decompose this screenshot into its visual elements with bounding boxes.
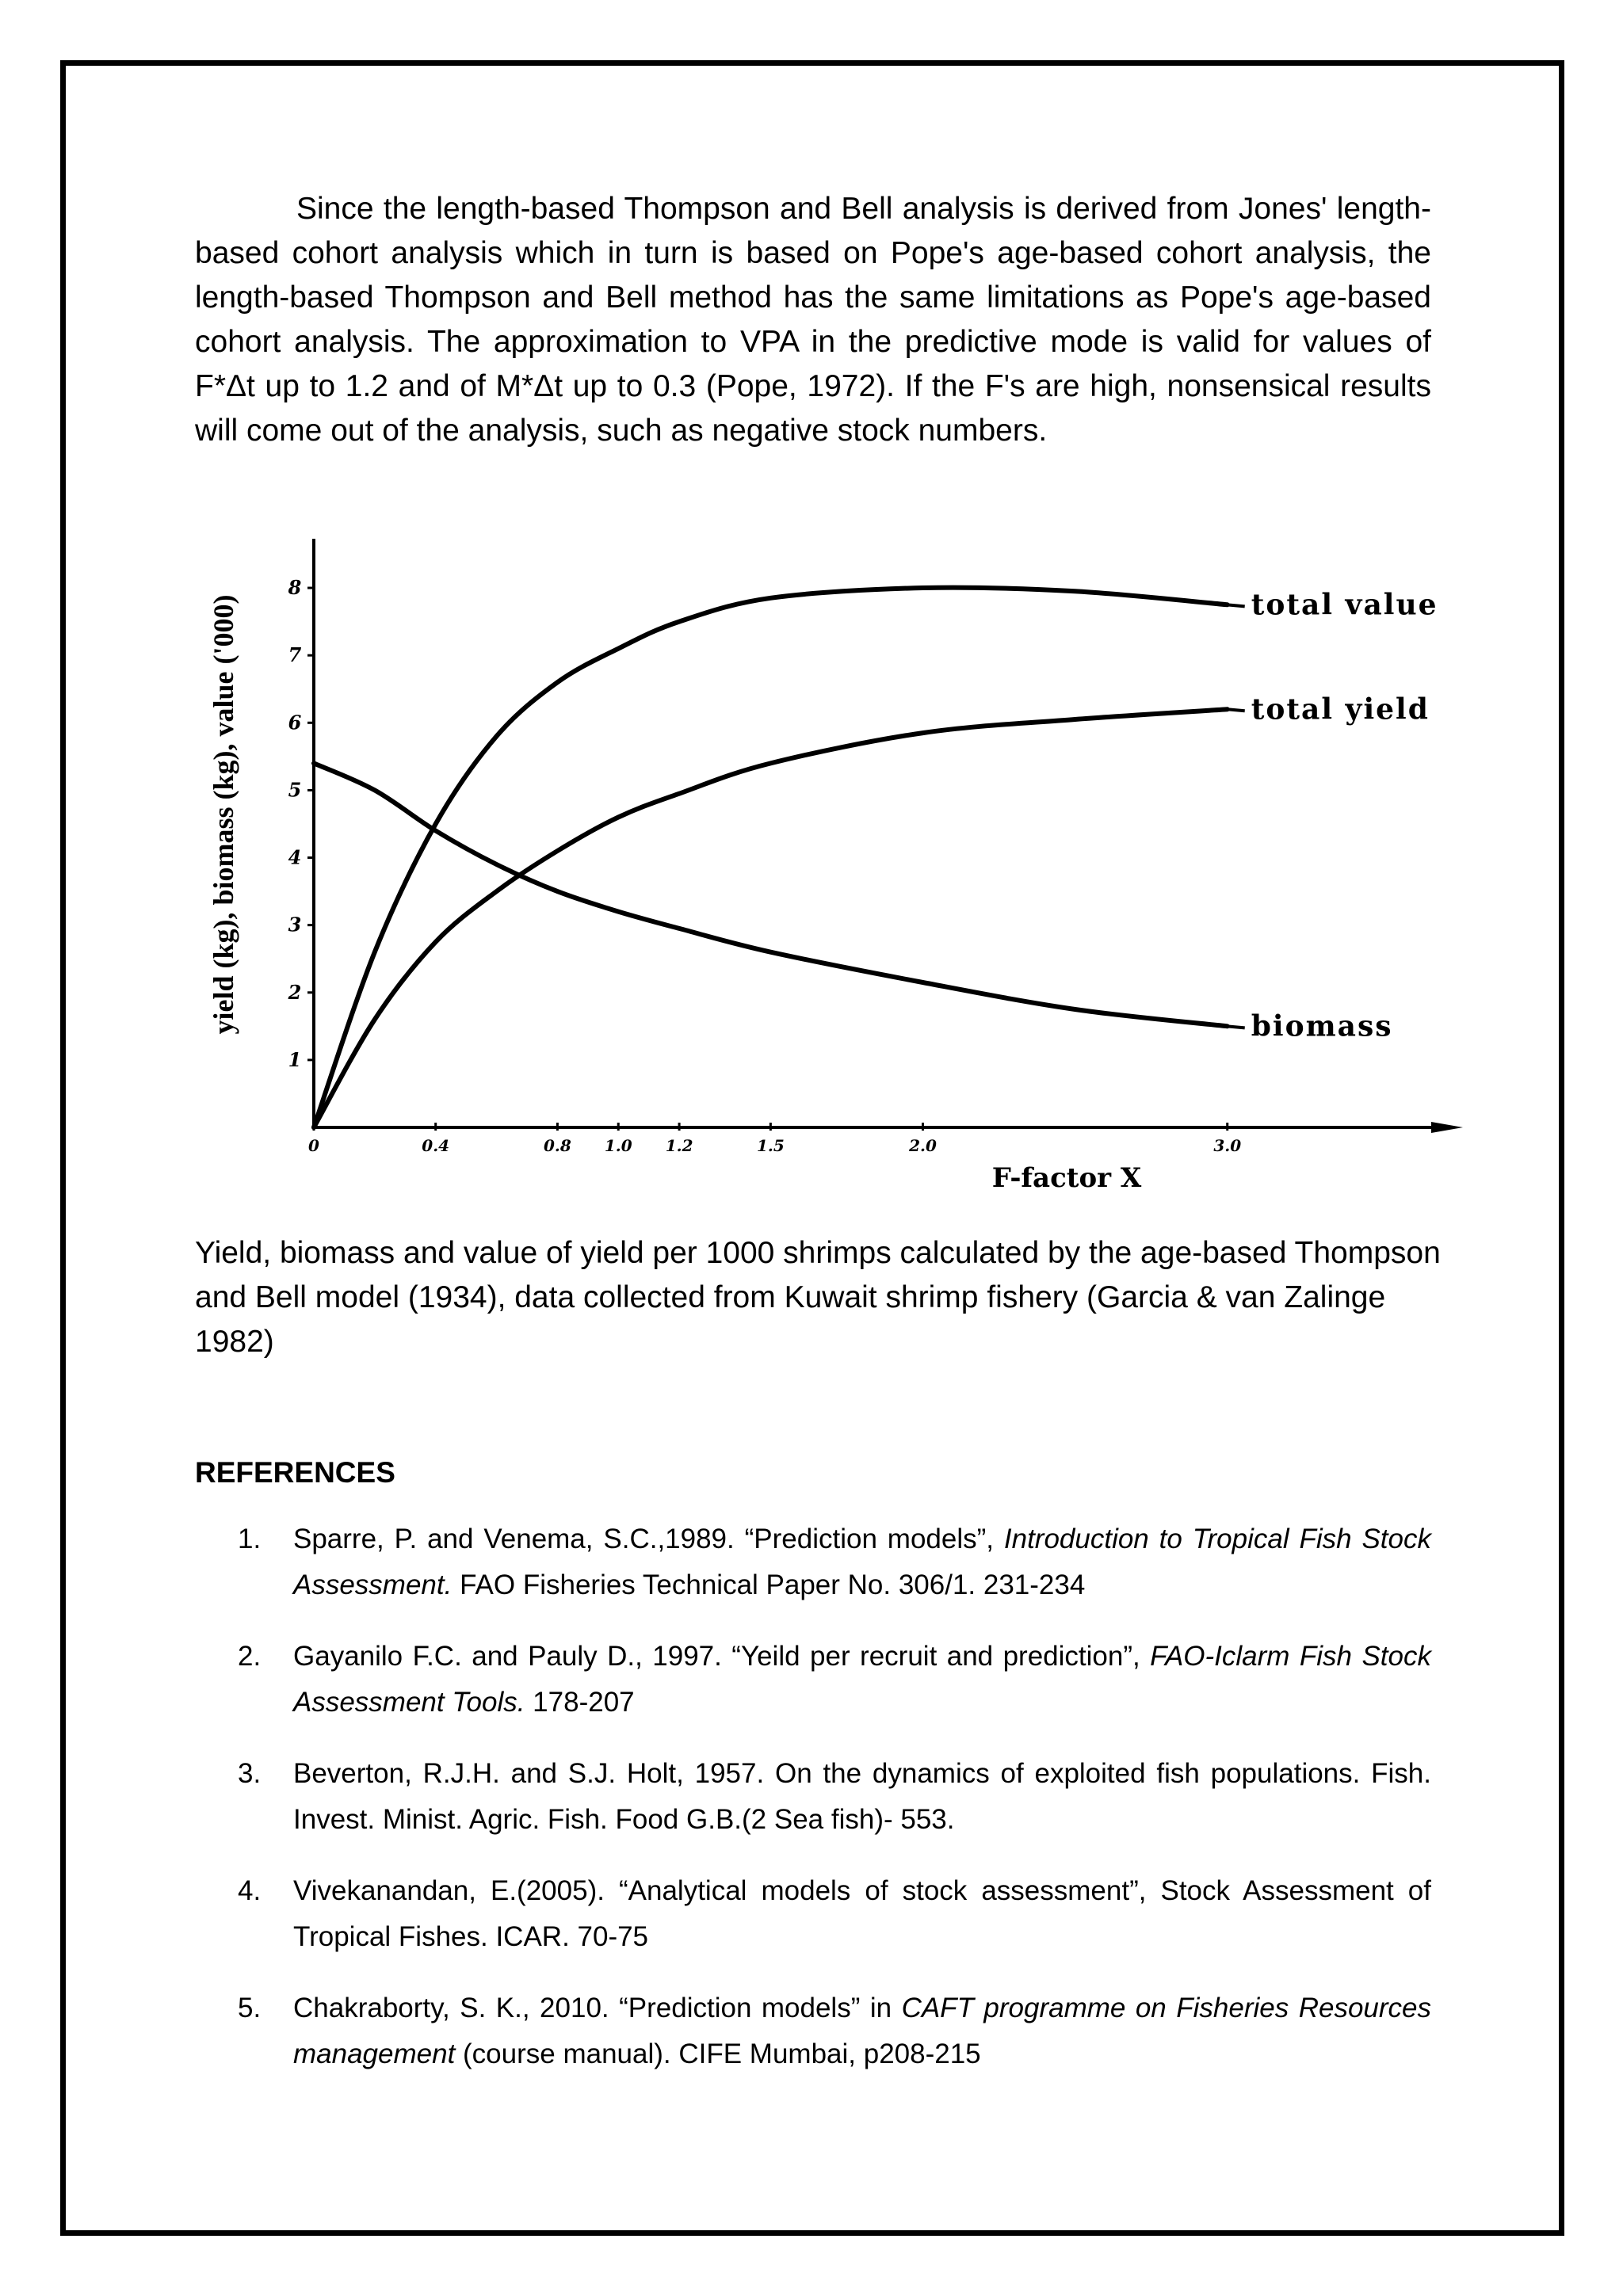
x-axis-label: F-factor X: [991, 1162, 1142, 1194]
reference-title: FAO-Iclarm Fish Stock Assessment Tools.: [293, 1641, 1432, 1718]
reference-item: [195, 1634, 1431, 1726]
series-biomass-leader: [1228, 1026, 1245, 1028]
references-heading: REFERENCES: [195, 1456, 395, 1489]
y-tick-label: 6: [288, 711, 302, 734]
y-tick-label: 5: [288, 778, 302, 802]
y-tick-label: 3: [288, 913, 302, 936]
reference-number: 3.: [238, 1758, 262, 1789]
reference-item: [195, 1868, 1431, 1960]
x-tick-label: 0: [308, 1136, 319, 1155]
series-total-value-label: total value: [1251, 588, 1438, 622]
series-total-yield-label: total yield: [1251, 692, 1430, 727]
reference-number: 2.: [238, 1641, 262, 1672]
y-tick-labels: [288, 576, 314, 1071]
series-biomass-label: biomass: [1251, 1009, 1393, 1043]
reference-item: [195, 1985, 1431, 2077]
reference-number: 4.: [238, 1875, 262, 1906]
reference-text: Chakraborty, S. K., 2010. “Prediction models” in: [293, 1993, 902, 2023]
reference-tail: 178-207: [525, 1687, 635, 1718]
reference-title: CAFT programme on Fisheries Resources management: [293, 1993, 1431, 2069]
reference-number: 5.: [238, 1993, 262, 2023]
x-tick-label: 0.8: [543, 1136, 571, 1155]
y-tick-label: 1: [288, 1047, 302, 1071]
reference-number: 1.: [238, 1524, 262, 1554]
series-total-yield-line: [314, 709, 1228, 1127]
y-tick-label: 2: [288, 980, 302, 1004]
series-total-value-leader: [1228, 605, 1245, 606]
body-paragraph: Since the length-based Thompson and Bell analysis is derived from Jones' length-based cohort analysis which in turn is based on Pope's age-based cohort analysis, the length-based Thompson and Bell method has the same limitations as Pope's age-based cohort analysis. The approximation to VPA in the predictive mode is valid for values of F*Δt up to 1.2 and of M*Δt up to 0.3 (Pope, 1972). If the F's are high, nonsensical results will come out of the analysis, such as negative stock numbers.: [195, 192, 1431, 448]
reference-text: Gayanilo F.C. and Pauly D., 1997. “Yeild per recruit and prediction”,: [293, 1641, 1151, 1672]
reference-text: Sparre, P. and Venema, S.C.,1989. “Prediction models”,: [293, 1524, 1004, 1554]
yield-chart: [195, 529, 1463, 1211]
reference-title: Introduction to Tropical Fish Stock Assessment.: [293, 1524, 1431, 1600]
reference-text: Vivekanandan, E.(2005). “Analytical models of stock assessment”, Stock Assessment of Tropical Fishes. ICAR. 70-75: [293, 1875, 1431, 1952]
series-total-value-line: [314, 588, 1228, 1127]
series-total-yield-leader: [1228, 709, 1245, 711]
x-tick-label: 3.0: [1213, 1136, 1242, 1155]
y-axis-label: yield (kg), biomass (kg), value ('000): [208, 594, 239, 1035]
y-tick-label: 4: [288, 845, 302, 869]
x-axis-arrow: [1431, 1122, 1463, 1133]
x-tick-label: 1.0: [604, 1136, 632, 1155]
x-tick-label: 1.2: [665, 1136, 693, 1155]
series-labels: [1251, 588, 1438, 1043]
chart-curves: [314, 588, 1245, 1127]
reference-list: [195, 1516, 1431, 2103]
x-tick-label: 1.5: [756, 1136, 785, 1155]
x-tick-label: 0.4: [422, 1136, 450, 1155]
reference-text: Beverton, R.J.H. and S.J. Holt, 1957. On the dynamics of exploited fish populations. Fish. Invest. Minist. Agric. Fish. Food G.B.(2 Sea fish)- 553.: [293, 1758, 1431, 1835]
reference-item: [195, 1516, 1431, 1608]
figure-caption: Yield, biomass and value of yield per 1000 shrimps calculated by the age-based Thompson and Bell model (1934), data collected from Kuwait shrimp fishery (Garcia & van Zalinge 1982): [195, 1236, 1441, 1359]
reference-tail: (course manual). CIFE Mumbai, p208-215: [455, 2039, 981, 2069]
reference-tail: FAO Fisheries Technical Paper No. 306/1. 231-234: [452, 1569, 1086, 1600]
y-tick-label: 7: [288, 643, 302, 667]
reference-item: [195, 1751, 1431, 1843]
x-tick-label: 2.0: [909, 1136, 937, 1155]
y-tick-label: 8: [288, 576, 302, 600]
chart-axes: [314, 539, 1463, 1133]
